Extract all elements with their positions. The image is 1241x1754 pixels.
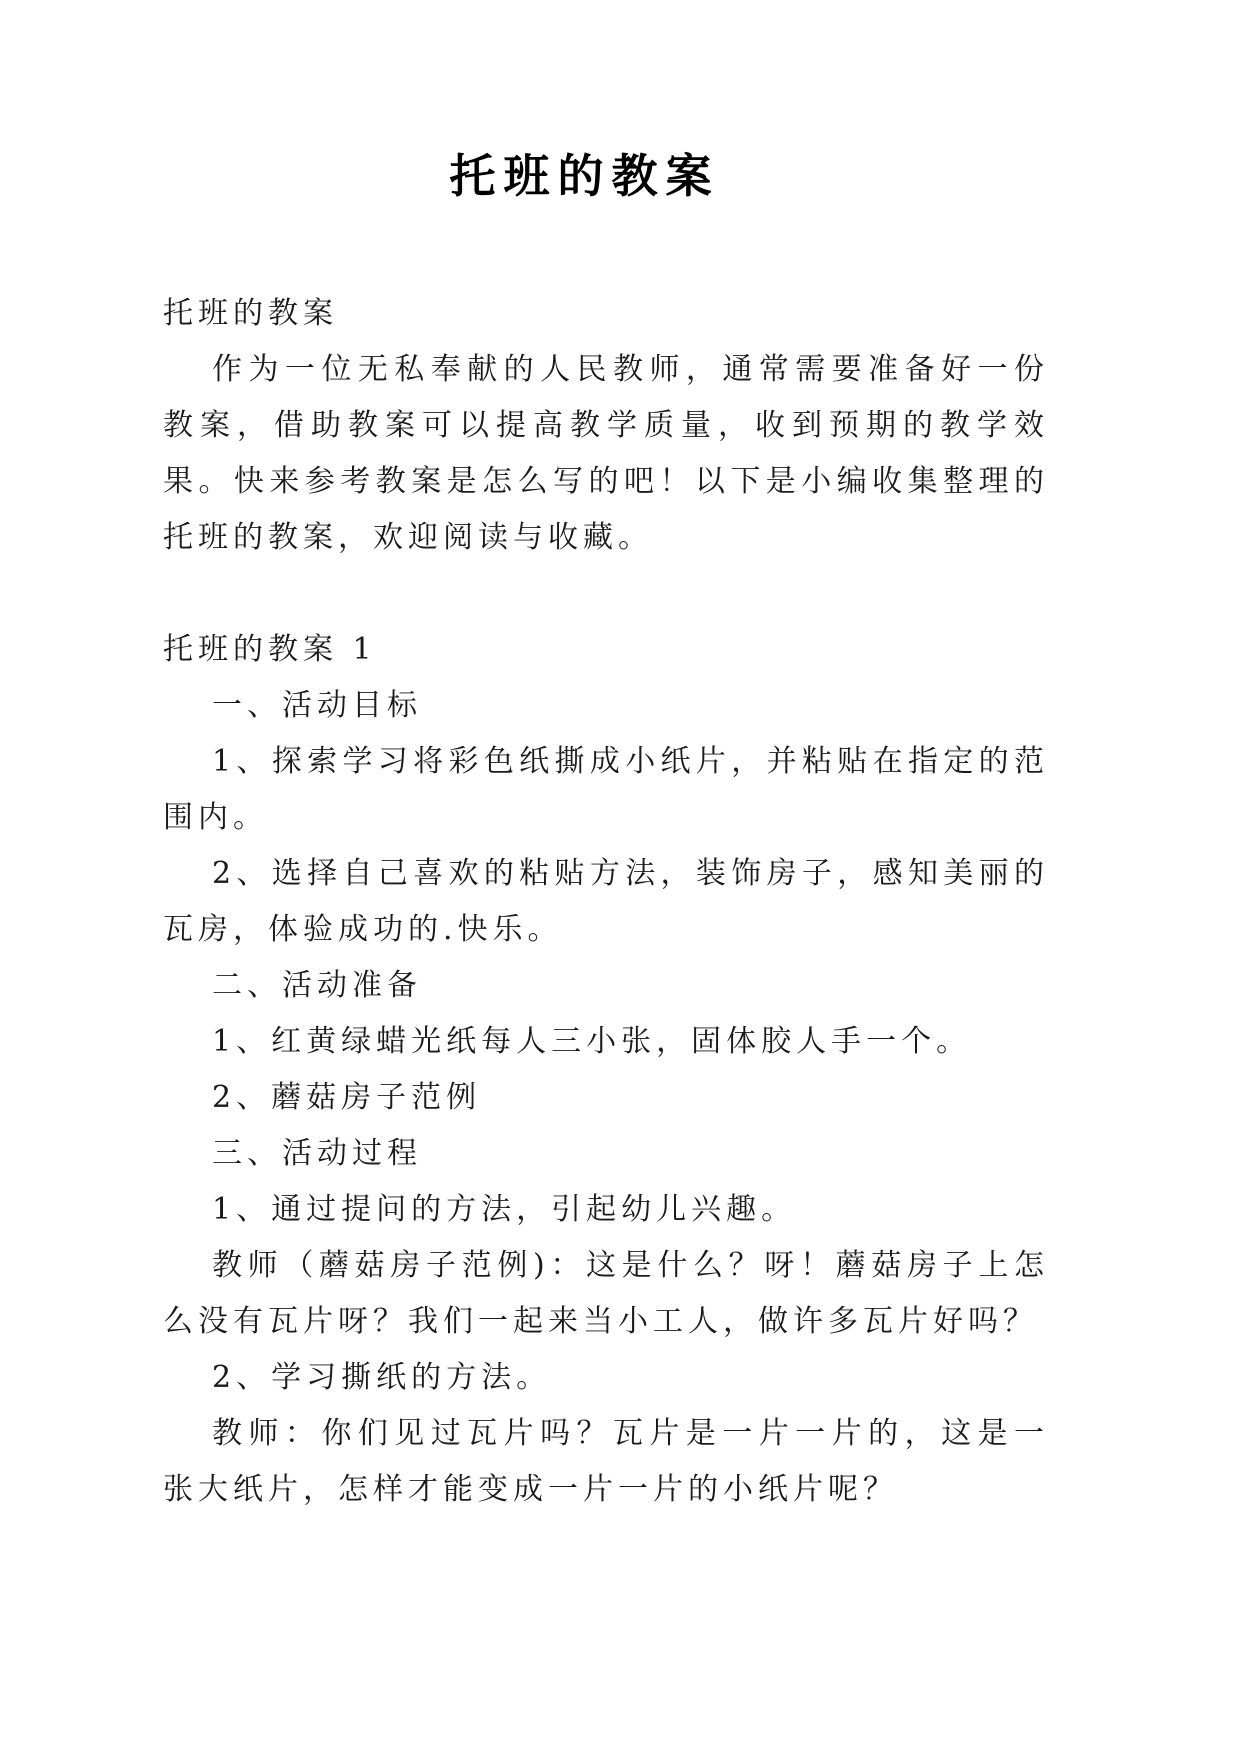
paragraph: 教师（蘑菇房子范例)：这是什么？呀！蘑菇房子上怎么没有瓦片呀？我们一起来当小工人，做许多瓦片好吗？ — [163, 1248, 1049, 1339]
paragraph: 教师：你们见过瓦片吗？瓦片是一片一片的，这是一张大纸片，怎样才能变成一片一片的小纸片呢？ — [163, 1416, 1049, 1507]
document-body — [163, 286, 1049, 1518]
paragraph: 作为一位无私奉献的人民教师，通常需要准备好一份教案，借助教案可以提高教学质量，收到预期的教学效果。快来参考教案是怎么写的吧！以下是小编收集整理的托班的教案，欢迎阅读与收藏。 — [163, 352, 1049, 555]
paragraph: 1、探索学习将彩色纸撕成小纸片，并粘贴在指定的范围内。 — [163, 744, 1049, 835]
paragraph: 2、选择自己喜欢的粘贴方法，装饰房子，感知美丽的瓦房，体验成功的.快乐。 — [163, 856, 1049, 947]
paragraph: 二、活动准备 — [212, 968, 422, 1003]
paragraph: 一、活动目标 — [212, 688, 422, 723]
paragraph-spacer — [163, 566, 1049, 622]
paragraph: 托班的教案 — [163, 296, 338, 331]
document-title: 托班的教案 — [449, 149, 720, 203]
paragraph: 三、活动过程 — [212, 1136, 422, 1171]
paragraph: 2、蘑菇房子范例 — [212, 1080, 482, 1115]
paragraph: 1、通过提问的方法，引起幼儿兴趣。 — [212, 1192, 797, 1227]
paragraph: 2、学习撕纸的方法。 — [212, 1360, 552, 1395]
paragraph: 1、红黄绿蜡光纸每人三小张，固体胶人手一个。 — [212, 1024, 972, 1059]
paragraph: 托班的教案 1 — [163, 632, 377, 667]
